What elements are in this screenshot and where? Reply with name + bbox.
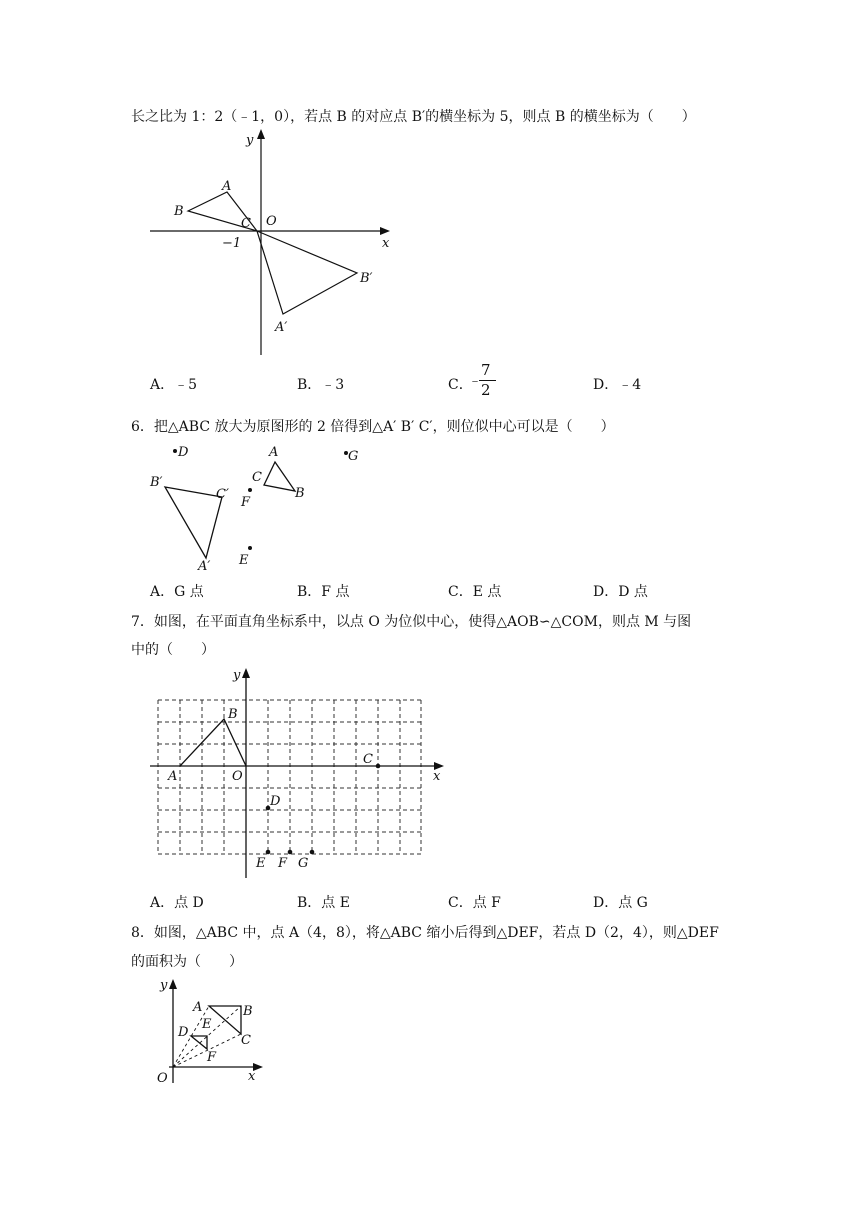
option-a[interactable]: A．G 点 (150, 584, 204, 600)
question-6-options (150, 581, 750, 603)
label-B-prime: B′ (150, 475, 163, 490)
label-A-prime: A′ (198, 559, 211, 574)
label-A-prime: A′ (275, 320, 288, 335)
option-b[interactable]: B．F 点 (297, 584, 350, 600)
label-E: E (202, 1017, 212, 1032)
label-O: O (157, 1071, 168, 1086)
y-axis-label: y (246, 133, 254, 148)
label-B: B (295, 486, 305, 501)
point-F-label: F (278, 856, 288, 871)
label-C: C (241, 1033, 251, 1048)
label-C: C (241, 216, 251, 231)
point-G-label: G (298, 856, 309, 871)
label-D: D (178, 1025, 189, 1040)
option-d[interactable]: D．D 点 (593, 584, 648, 600)
option-b[interactable]: B．点 E (297, 895, 350, 911)
question-6-text: 6．把△ABC 放大为原图形的 2 倍得到△A′ B′ C′，则位似中心可以是（ ） (131, 419, 615, 435)
question-5-figure (140, 125, 400, 360)
option-c-sign: ﹣ (468, 373, 482, 389)
option-c-fraction (468, 361, 501, 399)
label-A: A (168, 769, 178, 784)
label-B: B (174, 204, 184, 219)
question-5-options (150, 361, 750, 399)
point-E-label: E (239, 553, 249, 568)
point-F-label: F (241, 495, 251, 510)
question-5-text: 长之比为 1：2（﹣1，0），若点 B 的对应点 B′的横坐标为 5，则点 B 的横坐标为（ ） (131, 109, 696, 125)
label-B: B (243, 1004, 253, 1019)
point-D-label: D (270, 794, 281, 809)
option-c[interactable]: C． (448, 377, 473, 393)
question-7-options (150, 892, 750, 914)
point-G-label: G (348, 449, 359, 464)
label-minus-one: −1 (222, 236, 242, 251)
option-c-numerator: 7 (481, 361, 491, 379)
label-C: C (363, 752, 373, 767)
option-c[interactable]: C．点 F (448, 895, 501, 911)
option-c-denominator: 2 (481, 381, 491, 399)
option-b[interactable]: B．﹣3 (297, 377, 345, 393)
option-a[interactable]: A．点 D (150, 895, 204, 911)
label-O: O (266, 214, 277, 229)
question-7-figure (145, 663, 450, 883)
label-A: A (269, 445, 279, 460)
x-axis-label: x (248, 1069, 256, 1084)
option-d[interactable]: D．﹣4 (593, 377, 642, 393)
x-axis-label: x (433, 769, 441, 784)
option-d[interactable]: D．点 G (593, 895, 648, 911)
label-B: B (228, 707, 238, 722)
x-axis-label: x (382, 236, 390, 251)
label-B-prime: B′ (360, 271, 373, 286)
question-6-figure (140, 440, 380, 575)
label-C: C (252, 470, 262, 485)
question-8-text-line-2: 的面积为（ ） (131, 954, 243, 970)
label-A: A (193, 1000, 203, 1015)
point-D-label: D (178, 445, 189, 460)
option-a[interactable]: A．﹣5 (150, 377, 198, 393)
label-O: O (232, 769, 243, 784)
label-A: A (222, 179, 232, 194)
y-axis-label: y (160, 978, 168, 993)
question-8-text-line-1: 8．如图，△ABC 中，点 A（4，8），将△ABC 缩小后得到△DEF，若点 D（2，4），则△DEF (131, 925, 719, 941)
question-7-text-line-2: 中的（ ） (131, 642, 215, 658)
option-c[interactable]: C．E 点 (448, 584, 502, 600)
question-7-text-line-1: 7．如图，在平面直角坐标系中，以点 O 为位似中心，使得△AOB∽△COM，则点 M 与图 (131, 614, 692, 630)
y-axis-label: y (233, 668, 241, 683)
question-8-figure (145, 975, 270, 1090)
label-F: F (207, 1050, 217, 1065)
label-C-prime: C′ (216, 487, 229, 502)
point-E-label: E (256, 856, 266, 871)
